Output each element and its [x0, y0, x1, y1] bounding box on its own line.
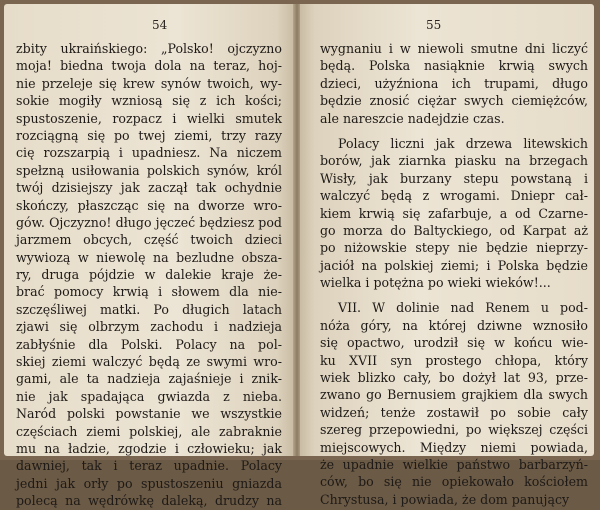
text-line: skończy, płaszcząc się na dworze wro- [16, 197, 282, 213]
left-page-text [16, 40, 282, 510]
text-line: ale nareszcie nadejdzie czas. [320, 110, 505, 126]
text-line: walczyć będą z wrogami. Dniepr cał- [320, 188, 588, 204]
right-page [300, 4, 594, 507]
text-line: go morza do Baltyckiego, od Karpat aż [320, 222, 588, 238]
paragraph [320, 299, 588, 508]
text-line: polecą na wędrówkę daleką, drudzy na [16, 493, 282, 509]
text-line: ry, druga pójdzie w dalekie kraje że- [16, 267, 282, 283]
text-line: borów, jak ziarnka piasku na brzegach [320, 153, 588, 169]
paragraph [320, 135, 588, 292]
text-line: nie jak spadająca gwiazda z nieba. [16, 388, 282, 404]
text-line: spełzną usiłowania polskich synów, król [16, 162, 282, 178]
text-line: nóża góry, na której dziwne wznosiło [320, 317, 588, 333]
text-line: miejscowych. Między niemi powiada, [320, 439, 588, 455]
text-line: ców, bo się nie opiekowało kościołem [320, 474, 588, 490]
text-line: wywiozą w niewolę na bezludne obsza- [16, 249, 282, 265]
paragraph [320, 40, 588, 127]
text-line: jedni jak orły po spustoszeniu gniazda [16, 475, 282, 491]
text-line: brać pomocy krwią i słowem dla nie- [16, 284, 282, 300]
text-line: jaciół na polskiej ziemi; i Polska będzie [320, 257, 588, 273]
text-line: widzeń; tenże zostawił po sobie cały [320, 404, 588, 420]
text-line: częściach ziemi polskiej, ale zabraknie [16, 423, 282, 439]
text-line: wielka i potężna po wieki wieków!... [320, 275, 551, 291]
text-line: sokie mogiły wzniosą się z ich kości; [16, 93, 282, 109]
text-line: po niżowskie stepy nie będzie nieprzy- [320, 240, 588, 256]
text-line: że upadnie wielkie państwo barbarzyń- [320, 456, 588, 472]
text-line: szczęśliwej matki. Po długich latach [16, 301, 282, 317]
text-line: twój dzisiejszy jak zaczął tak ochydnie [16, 180, 282, 196]
text-line: dawniej, tak i teraz upadnie. Polacy [16, 458, 282, 474]
text-line: wygnaniu i w niewoli smutne dni liczyć [320, 41, 588, 56]
right-page-number: 55 [426, 18, 442, 32]
paragraph-gap [320, 291, 588, 299]
text-line: cię rozszarpią i upadniesz. Na niczem [16, 145, 282, 161]
text-line: spustoszenie, rozpacz i wielki smutek [16, 110, 282, 126]
text-line: będą. Polska nasiąknie krwią swych [320, 58, 588, 74]
text-line: mu na ładzie, zgodzie i człowieku; jak [16, 440, 282, 456]
text-line: się opactwo, urodził się w końcu wie- [320, 335, 588, 351]
text-line: zjawi się olbrzym zachodu i nadzieja [16, 319, 282, 335]
text-line: Polacy liczni jak drzewa litewskich [338, 135, 588, 151]
text-line: skiej ziemi walczyć będą ze swymi wro- [16, 354, 282, 370]
text-line: gów. Ojczyzno! długo jęczeć będziesz pod [16, 214, 282, 230]
text-line: Chrystusa, i powiada, że dom panujący [320, 491, 570, 507]
text-line: moja! biedna twoja dola na teraz, hoj- [16, 58, 282, 74]
text-line: zabłyśnie dla Polski. Polacy na pol- [16, 336, 282, 352]
left-page [4, 4, 294, 509]
text-line: rozciągną się po twej ziemi, trzy razy [16, 127, 282, 143]
text-line: zbity ukraińskiego: „Polsko! ojczyzno [16, 41, 282, 56]
text-line: ku XVII syn prostego chłopa, który [320, 352, 588, 368]
text-line: będzie znosić ciężar swych ciemiężców, [320, 93, 588, 109]
text-line: nie przeleje się krew synów twoich, wy- [16, 75, 282, 91]
text-line: dzieci, użyźniona ich trupami, długo [320, 75, 588, 91]
text-line: Naród polski powstanie we wszystkie [16, 406, 282, 422]
text-line: szereg przepowiedni, po większej części [320, 422, 588, 438]
text-line: Wisły, jak burzany stepu powstaną i [320, 170, 588, 186]
text-line: VII. W dolinie nad Renem u pod- [338, 300, 588, 316]
paragraph-gap [320, 127, 588, 135]
right-page-text [320, 40, 588, 508]
text-line: gami, ale ta nadzieja zajaśnieje i znik- [16, 371, 282, 387]
text-line: kiem krwią się zafarbuje, a od Czarne- [320, 205, 588, 221]
text-line: wiek blizko cały, bo dożył lat 93, prze- [320, 370, 588, 386]
text-line: zwano go Bernusiem grajkiem dla swych [320, 387, 588, 403]
text-line: jarzmem obcych, część twoich dzieci [16, 232, 282, 248]
left-page-number: 54 [152, 18, 168, 32]
